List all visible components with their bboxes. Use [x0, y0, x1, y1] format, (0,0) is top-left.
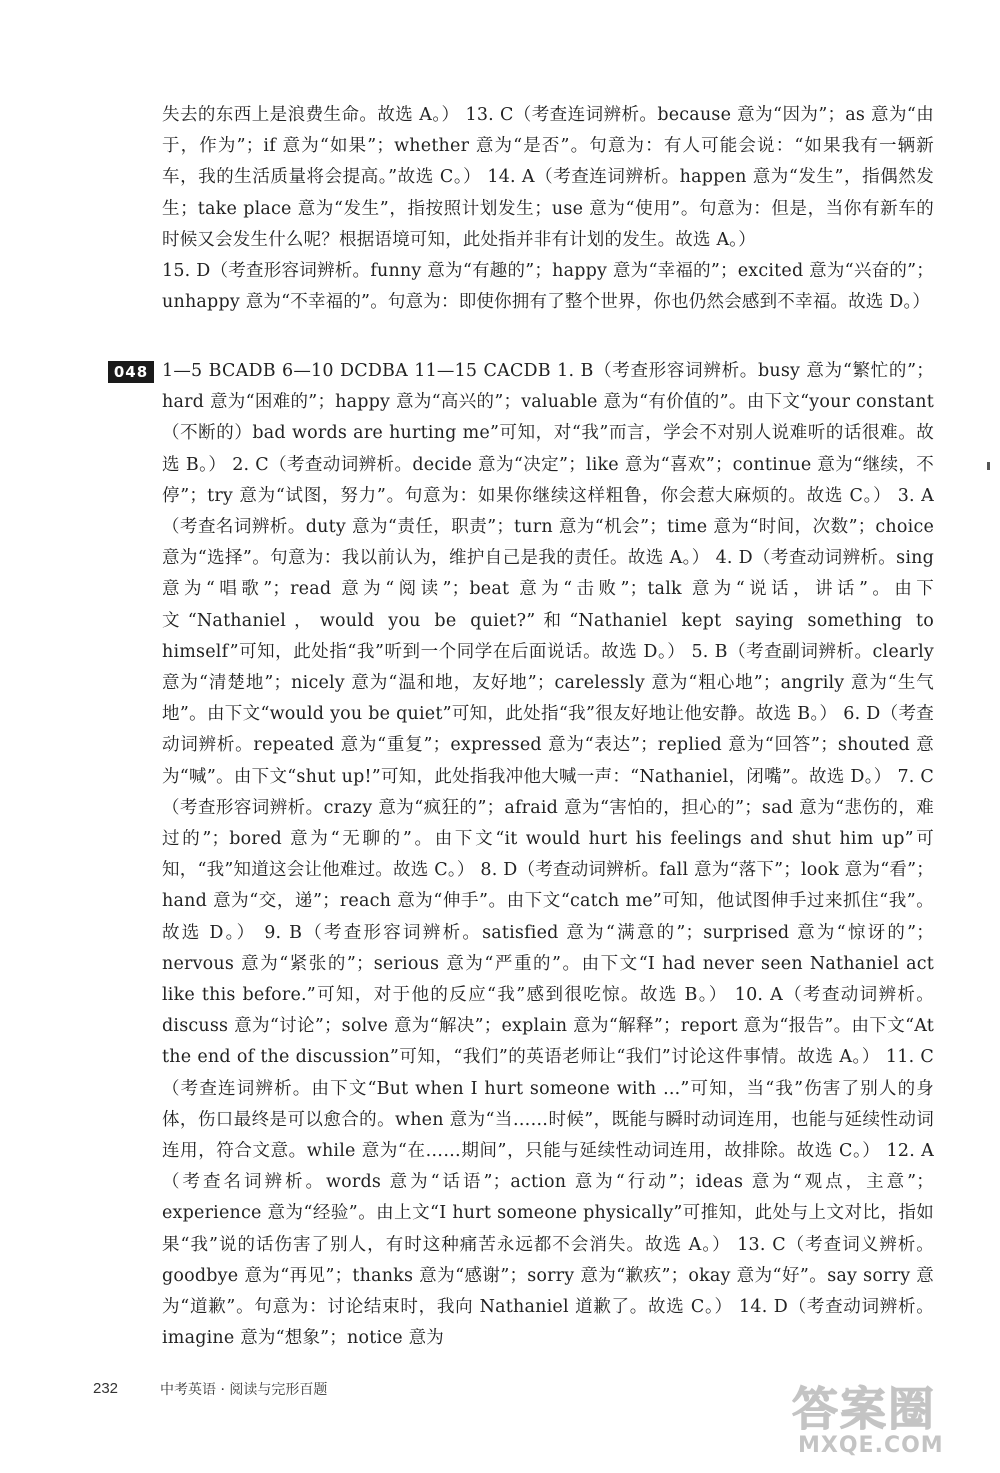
paragraph-section-048: 1—5 BCADB 6—10 DCDBA 11—15 CACDB 1. B（考查形容词辨析。busy 意为“繁忙的”；hard 意为“困难的”；happy 意为“高兴的”；valuable 意为“有价值的”。由下文“your constant（不断的）bad words are hurting me”可知，对“我”而言，学会不对别人说难听的话很难。故选 B。） 2. C（考查动词辨析。decide 意为“决定”；like 意为“喜欢”；continue 意为“继续，不停”；try 意为“试图，努力”。句意为：如果你继续这样粗鲁，你会惹大麻烦的。故选 C。） 3. A（考查名词辨析。duty 意为“责任，职责”；turn 意为“机会”；time 意为“时间，次数”；choice 意为“选择”。句意为：我以前认为，维护自己是我的责任。故选 A。） 4. D（考查动词辨析。sing 意为“唱歌”；read 意为“阅读”；beat 意为“击败”；talk 意为“说话，讲话”。由下文“Nathaniel，would you be quiet?”和“Nathaniel kept saying something to himself”可知，此处指“我”听到一个同学在后面说话。故选 D。） 5. B（考查副词辨析。clearly 意为“清楚地”；nicely 意为“温和地，友好地”；carelessly 意为“粗心地”；angrily 意为“生气地”。由下文“would you be quiet”可知，此处指“我”很友好地让他安静。故选 B。） 6. D（考查动词辨析。repeated 意为“重复”；expressed 意为“表达”；replied 意为“回答”；shouted 意为“喊”。由下文“shut up!”可知，此处指我冲他大喊一声：“Nathaniel，闭嘴”。故选 D。） 7. C（考查形容词辨析。crazy 意为“疯狂的”；afraid 意为“害怕的，担心的”；sad 意为“悲伤的，难过的”；bored 意为“无聊的”。由下文“it would hurt his feelings and shut him up”可知，“我”知道这会让他难过。故选 C。） 8. D（考查动词辨析。fall 意为“落下”；look 意为“看”；hand 意为“交，递”；reach 意为“伸手”。由下文“catch me”可知，他试图伸手过来抓住“我”。故选 D。） 9. B（考查形容词辨析。satisfied 意为“满意的”；surprised 意为“惊讶的”；nervous 意为“紧张的”；serious 意为“严重的”。由下文“I had never seen Nathaniel act like this before.”可知，对于他的反应“我”感到很吃惊。故选 B。） 10. A（考查动词辨析。discuss 意为“讨论”；solve 意为“解决”；explain 意为“解释”；report 意为“报告”。由下文“At the end of the discussion”可知，“我们”的英语老师让“我们”讨论这件事情。故选 A。） 11. C（考查连词辨析。由下文“But when I hurt someone with ...”可知，当“我”伤害了别人的身体，伤口最终是可以愈合的。when 意为“当……时候”，既能与瞬时动词连用，也能与延续性动词连用，符合文意。while 意为“在……期间”，只能与延续性动词连用，故排除。故选 C。） 12. A（考查名词辨析。words 意为“话语”；action 意为“行动”；ideas 意为“观点，主意”；experience 意为“经验”。由上文“I hurt someone physically”可推知，此处与上文对比，指如果“我”说的话伤害了别人，有时这种痛苦永远都不会消失。故选 A。） 13. C（考查词义辨析。goodbye 意为“再见”；thanks 意为“感谢”；sorry 意为“歉疚”；okay 意为“好”。say sorry 意为“道歉”。句意为：讨论结束时，我向 Nathaniel 道歉了。故选 C。） 14. D（考查动词辨析。imagine 意为“想象”；notice 意为	[162, 361, 934, 1349]
watermark-chars: 答案圈	[792, 1382, 936, 1436]
section-number-tag: 048	[108, 361, 154, 383]
watermark-logo	[792, 1383, 982, 1461]
paragraph-answers-13-14: 失去的东西上是浪费生命。故选 A。） 13. C（考查连词辨析。because 意为“因为”；as 意为“由于，作为”；if 意为“如果”；whether 意为“是否”。句意为：有人可能会说：“如果我有一辆新车，我的生活质量将会提高。”故选 C。） 14. A（考查连词辨析。happen 意为“发生”，指偶然发生；take place 意为“发生”，指按照计划发生；use 意为“使用”。句意为：但是，当你有新车的时候又会发生什么呢？根据语境可知，此处指并非有计划的发生。故选 A。）	[162, 105, 934, 250]
answer-text-top	[162, 100, 934, 318]
answer-text-section-048	[162, 356, 934, 1355]
paragraph-answer-15: 15. D（考查形容词辨析。funny 意为“有趣的”；happy 意为“幸福的”；excited 意为“兴奋的”；unhappy 意为“不幸福的”。句意为：即使你拥有了整个世界，你也仍然会感到不幸福。故选 D。）	[162, 261, 934, 313]
watermark-url: MXQE.COM	[798, 1433, 944, 1458]
book-title: 中考英语 · 阅读与完形百题	[160, 1382, 328, 1398]
page-number: 232	[93, 1380, 119, 1397]
margin-mark	[987, 462, 990, 470]
